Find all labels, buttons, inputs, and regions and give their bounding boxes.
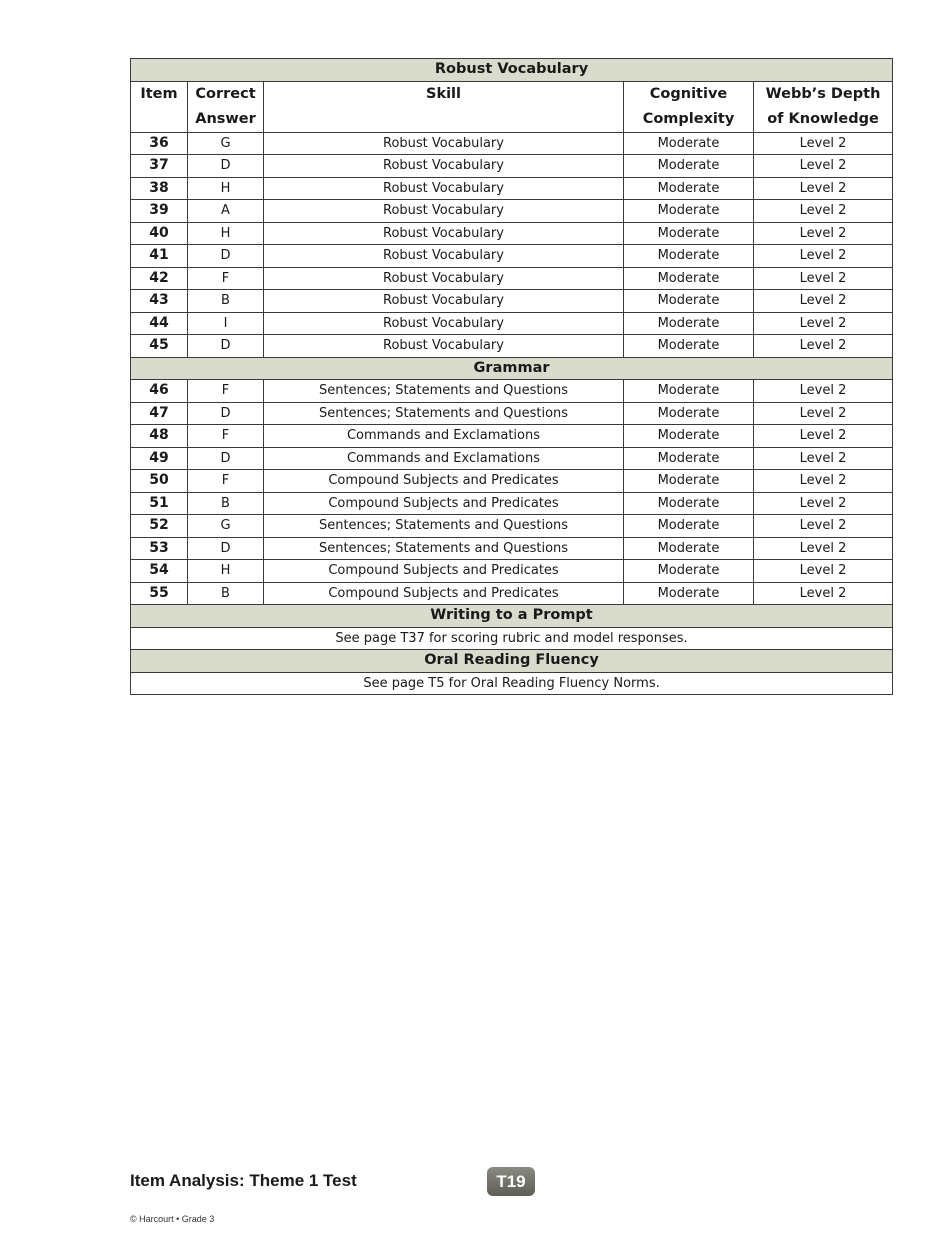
complexity-cell: Moderate xyxy=(624,245,754,268)
item-cell: 44 xyxy=(131,312,188,335)
table-row xyxy=(131,582,893,605)
dok-cell: Level 2 xyxy=(754,492,893,515)
section-title: Oral Reading Fluency xyxy=(131,650,893,673)
complexity-cell: Moderate xyxy=(624,492,754,515)
dok-cell: Level 2 xyxy=(754,335,893,358)
item-cell: 40 xyxy=(131,222,188,245)
dok-cell: Level 2 xyxy=(754,290,893,313)
answer-cell: A xyxy=(188,200,264,223)
section-title: Robust Vocabulary xyxy=(131,59,893,82)
answer-cell: F xyxy=(188,470,264,493)
answer-cell: F xyxy=(188,380,264,403)
item-cell: 37 xyxy=(131,155,188,178)
complexity-cell: Moderate xyxy=(624,560,754,583)
skill-cell: Compound Subjects and Predicates xyxy=(264,560,624,583)
skill-cell: Sentences; Statements and Questions xyxy=(264,515,624,538)
note-text: See page T5 for Oral Reading Fluency Norms. xyxy=(131,672,893,695)
dok-cell: Level 2 xyxy=(754,537,893,560)
complexity-cell: Moderate xyxy=(624,222,754,245)
table-row xyxy=(131,537,893,560)
item-cell: 41 xyxy=(131,245,188,268)
answer-cell: B xyxy=(188,290,264,313)
fluency-note-row xyxy=(131,672,893,695)
answer-cell: G xyxy=(188,515,264,538)
skill-cell: Robust Vocabulary xyxy=(264,155,624,178)
complexity-cell: Moderate xyxy=(624,537,754,560)
skill-cell: Robust Vocabulary xyxy=(264,222,624,245)
dok-cell: Level 2 xyxy=(754,132,893,155)
item-cell: 52 xyxy=(131,515,188,538)
item-cell: 46 xyxy=(131,380,188,403)
answer-cell: H xyxy=(188,222,264,245)
dok-cell: Level 2 xyxy=(754,470,893,493)
note-text: See page T37 for scoring rubric and model responses. xyxy=(131,627,893,650)
skill-cell: Robust Vocabulary xyxy=(264,200,624,223)
skill-cell: Robust Vocabulary xyxy=(264,312,624,335)
table-row xyxy=(131,177,893,200)
item-cell: 45 xyxy=(131,335,188,358)
item-cell: 47 xyxy=(131,402,188,425)
complexity-cell: Moderate xyxy=(624,312,754,335)
page-number-badge: T19 xyxy=(487,1167,535,1196)
writing-note-row xyxy=(131,627,893,650)
skill-cell: Compound Subjects and Predicates xyxy=(264,492,624,515)
skill-cell: Commands and Exclamations xyxy=(264,425,624,448)
item-cell: 54 xyxy=(131,560,188,583)
complexity-cell: Moderate xyxy=(624,155,754,178)
item-cell: 36 xyxy=(131,132,188,155)
item-cell: 53 xyxy=(131,537,188,560)
header-cognitive-complexity: Cognitive Complexity xyxy=(624,81,754,132)
answer-cell: B xyxy=(188,492,264,515)
skill-cell: Robust Vocabulary xyxy=(264,177,624,200)
item-analysis-table xyxy=(130,58,893,695)
skill-cell: Robust Vocabulary xyxy=(264,267,624,290)
answer-cell: B xyxy=(188,582,264,605)
complexity-cell: Moderate xyxy=(624,447,754,470)
item-cell: 48 xyxy=(131,425,188,448)
table-row xyxy=(131,560,893,583)
answer-cell: G xyxy=(188,132,264,155)
dok-cell: Level 2 xyxy=(754,582,893,605)
item-cell: 39 xyxy=(131,200,188,223)
dok-cell: Level 2 xyxy=(754,515,893,538)
skill-cell: Compound Subjects and Predicates xyxy=(264,470,624,493)
header-skill: Skill xyxy=(264,81,624,132)
item-cell: 49 xyxy=(131,447,188,470)
table-row xyxy=(131,290,893,313)
table-row xyxy=(131,267,893,290)
item-cell: 42 xyxy=(131,267,188,290)
complexity-cell: Moderate xyxy=(624,515,754,538)
answer-cell: H xyxy=(188,560,264,583)
answer-cell: D xyxy=(188,155,264,178)
complexity-cell: Moderate xyxy=(624,177,754,200)
table-row xyxy=(131,312,893,335)
table-row xyxy=(131,380,893,403)
skill-cell: Sentences; Statements and Questions xyxy=(264,537,624,560)
answer-cell: D xyxy=(188,402,264,425)
answer-cell: I xyxy=(188,312,264,335)
table-row xyxy=(131,245,893,268)
complexity-cell: Moderate xyxy=(624,132,754,155)
footer-title: Item Analysis: Theme 1 Test xyxy=(130,1171,357,1190)
answer-cell: D xyxy=(188,335,264,358)
dok-cell: Level 2 xyxy=(754,425,893,448)
table-row xyxy=(131,155,893,178)
skill-cell: Sentences; Statements and Questions xyxy=(264,402,624,425)
item-cell: 43 xyxy=(131,290,188,313)
dok-cell: Level 2 xyxy=(754,222,893,245)
answer-cell: D xyxy=(188,537,264,560)
answer-cell: F xyxy=(188,267,264,290)
table-row xyxy=(131,222,893,245)
section-header-grammar xyxy=(131,357,893,380)
dok-cell: Level 2 xyxy=(754,200,893,223)
section-title: Grammar xyxy=(131,357,893,380)
header-correct-answer: Correct Answer xyxy=(188,81,264,132)
skill-cell: Commands and Exclamations xyxy=(264,447,624,470)
table-row xyxy=(131,470,893,493)
dok-cell: Level 2 xyxy=(754,447,893,470)
dok-cell: Level 2 xyxy=(754,312,893,335)
dok-cell: Level 2 xyxy=(754,380,893,403)
complexity-cell: Moderate xyxy=(624,380,754,403)
dok-cell: Level 2 xyxy=(754,560,893,583)
skill-cell: Robust Vocabulary xyxy=(264,132,624,155)
skill-cell: Robust Vocabulary xyxy=(264,245,624,268)
table-row xyxy=(131,447,893,470)
answer-cell: D xyxy=(188,447,264,470)
dok-cell: Level 2 xyxy=(754,245,893,268)
table-row xyxy=(131,492,893,515)
header-webbs-depth: Webb’s Depth of Knowledge xyxy=(754,81,893,132)
table-row xyxy=(131,425,893,448)
item-cell: 38 xyxy=(131,177,188,200)
complexity-cell: Moderate xyxy=(624,402,754,425)
complexity-cell: Moderate xyxy=(624,290,754,313)
item-cell: 50 xyxy=(131,470,188,493)
complexity-cell: Moderate xyxy=(624,582,754,605)
skill-cell: Sentences; Statements and Questions xyxy=(264,380,624,403)
complexity-cell: Moderate xyxy=(624,335,754,358)
table-row xyxy=(131,132,893,155)
dok-cell: Level 2 xyxy=(754,177,893,200)
complexity-cell: Moderate xyxy=(624,425,754,448)
section-title: Writing to a Prompt xyxy=(131,605,893,628)
dok-cell: Level 2 xyxy=(754,155,893,178)
answer-cell: F xyxy=(188,425,264,448)
dok-cell: Level 2 xyxy=(754,402,893,425)
table-row xyxy=(131,402,893,425)
complexity-cell: Moderate xyxy=(624,200,754,223)
complexity-cell: Moderate xyxy=(624,470,754,493)
table-row xyxy=(131,200,893,223)
table-row xyxy=(131,515,893,538)
section-header-vocabulary xyxy=(131,59,893,82)
answer-cell: D xyxy=(188,245,264,268)
skill-cell: Robust Vocabulary xyxy=(264,290,624,313)
skill-cell: Robust Vocabulary xyxy=(264,335,624,358)
section-header-fluency xyxy=(131,650,893,673)
table-row xyxy=(131,335,893,358)
dok-cell: Level 2 xyxy=(754,267,893,290)
item-cell: 51 xyxy=(131,492,188,515)
column-headers xyxy=(131,81,893,132)
section-header-writing xyxy=(131,605,893,628)
skill-cell: Compound Subjects and Predicates xyxy=(264,582,624,605)
copyright: © Harcourt • Grade 3 xyxy=(130,1214,215,1224)
answer-cell: H xyxy=(188,177,264,200)
header-item: Item xyxy=(131,81,188,132)
item-cell: 55 xyxy=(131,582,188,605)
complexity-cell: Moderate xyxy=(624,267,754,290)
